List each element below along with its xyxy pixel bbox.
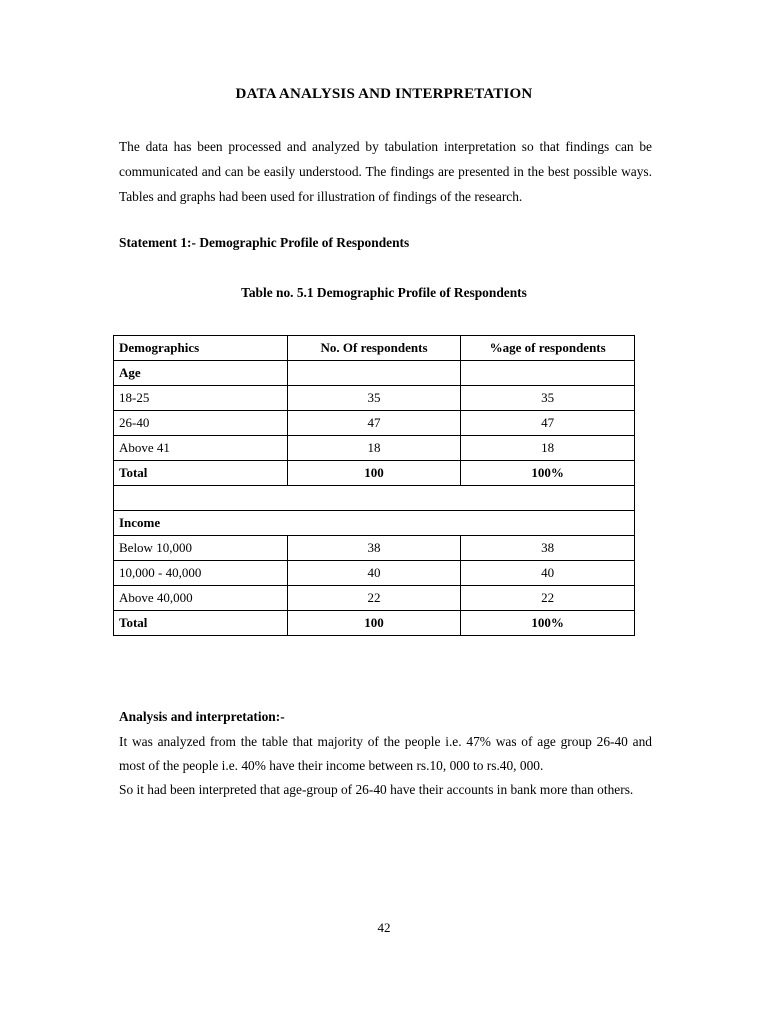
- table-row: [114, 436, 635, 461]
- row-label: 26-40: [114, 411, 288, 436]
- total-percent: 100%: [461, 461, 635, 486]
- table-header-row: [114, 336, 635, 361]
- row-percent: 38: [461, 536, 635, 561]
- spacer-cell: [114, 486, 635, 511]
- row-label: 10,000 - 40,000: [114, 561, 288, 586]
- total-count: 100: [287, 611, 461, 636]
- total-label: Total: [114, 461, 288, 486]
- row-label: 18-25: [114, 386, 288, 411]
- row-count: 40: [287, 561, 461, 586]
- header-percentage: %age of respondents: [461, 336, 635, 361]
- section-label-income: Income: [114, 511, 635, 536]
- row-count: 18: [287, 436, 461, 461]
- row-label: Below 10,000: [114, 536, 288, 561]
- table-row: [114, 536, 635, 561]
- demographic-table: [113, 335, 635, 636]
- header-demographics: Demographics: [114, 336, 288, 361]
- row-percent: 40: [461, 561, 635, 586]
- analysis-paragraph-1: It was analyzed from the table that majority of the people i.e. 47% was of age group 26-40 and most of the people i.e. 40% have their income between rs.10, 000 to rs.40, 000.: [119, 734, 652, 773]
- table-row: [114, 411, 635, 436]
- empty-cell: [461, 361, 635, 386]
- total-row-age: [114, 461, 635, 486]
- page-title: DATA ANALYSIS AND INTERPRETATION: [235, 86, 533, 102]
- intro-paragraph: The data has been processed and analyzed by tabulation interpretation so that findings can be communicated and can be easily understood. The findings are presented in the best possible ways. Tables and graphs had been used for illustration of findings of the research.: [119, 139, 652, 204]
- row-count: 38: [287, 536, 461, 561]
- total-count: 100: [287, 461, 461, 486]
- row-label: Above 41: [114, 436, 288, 461]
- header-respondents: No. Of respondents: [287, 336, 461, 361]
- total-percent: 100%: [461, 611, 635, 636]
- statement-heading: Statement 1:- Demographic Profile of Respondents: [119, 235, 410, 250]
- spacer-row: [114, 486, 635, 511]
- empty-cell: [287, 361, 461, 386]
- table-row: [114, 586, 635, 611]
- section-row-age: [114, 361, 635, 386]
- row-count: 47: [287, 411, 461, 436]
- page-number: 42: [377, 920, 391, 935]
- analysis-body: [119, 730, 652, 802]
- row-percent: 35: [461, 386, 635, 411]
- analysis-paragraph-2: So it had been interpreted that age-group of 26-40 have their accounts in bank more than others.: [119, 782, 634, 797]
- table-row: [114, 561, 635, 586]
- row-count: 35: [287, 386, 461, 411]
- section-row-income: [114, 511, 635, 536]
- table-row: [114, 386, 635, 411]
- row-count: 22: [287, 586, 461, 611]
- analysis-heading: Analysis and interpretation:-: [119, 709, 285, 724]
- total-row-income: [114, 611, 635, 636]
- row-label: Above 40,000: [114, 586, 288, 611]
- table-caption: Table no. 5.1 Demographic Profile of Respondents: [241, 285, 527, 300]
- row-percent: 18: [461, 436, 635, 461]
- section-label-age: Age: [114, 361, 288, 386]
- row-percent: 47: [461, 411, 635, 436]
- total-label: Total: [114, 611, 288, 636]
- row-percent: 22: [461, 586, 635, 611]
